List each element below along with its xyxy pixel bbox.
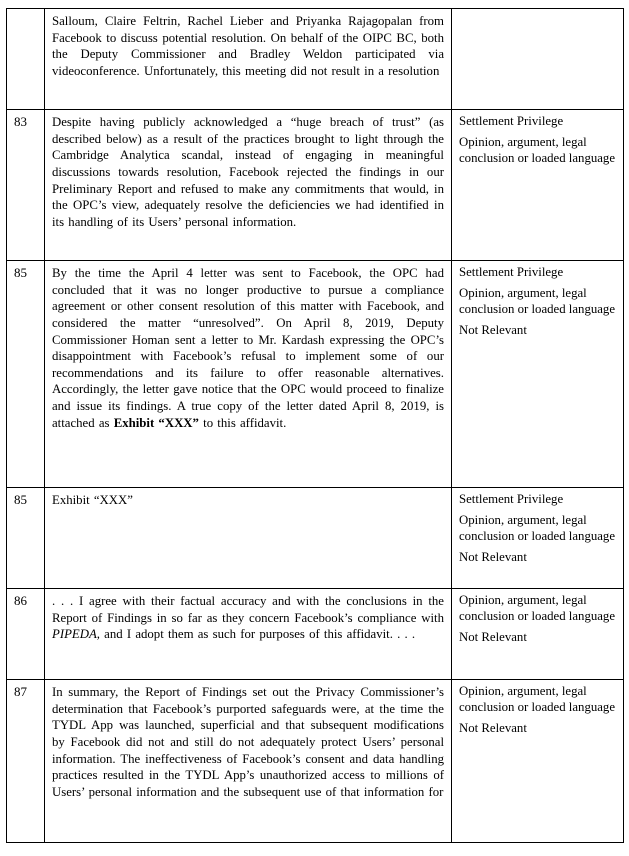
paragraph-text-cell [45, 488, 452, 589]
objection-label: Not Relevant [459, 322, 527, 337]
paragraph-number-cell: 85 [7, 488, 45, 589]
paragraph-number-cell: 86 [7, 589, 45, 680]
paragraph-text-cell [45, 589, 452, 680]
objection-label: Settlement Privilege [459, 492, 564, 506]
objections-cell [452, 261, 624, 488]
text-segment: Salloum, Claire Feltrin, Rachel Lieber and Priyanka Rajagopalan from Facebook to discuss potential resolution. On behalf of the OIPC BC, both the Deputy Commissioner and Bradley Weldon participated via videoconference. Unfortunately, this meeting did not result in a resolution [52, 14, 444, 78]
table-body [7, 9, 624, 843]
text-segment: to this affidavit. [198, 415, 287, 430]
paragraph-text [52, 265, 444, 431]
paragraph-text [52, 13, 444, 80]
objection-label: Not Relevant [459, 629, 527, 644]
affidavit-objections-table [6, 8, 624, 843]
paragraph-number-cell: 85 [7, 261, 45, 488]
objection-label: Settlement Privilege [459, 265, 564, 279]
text-segment: . . . I agree with their factual accuracy and with the conclusions in the Report of Findings in so far as they concern Facebook’s compliance with [52, 594, 444, 625]
objections-cell [452, 589, 624, 680]
objections-cell [452, 680, 624, 843]
paragraph-number-cell: 87 [7, 680, 45, 843]
text-segment: Despite having publicly acknowledged a “huge breach of trust” (as described below) as a result of the practices brought to light through the Cambridge Analytica scandal, instead of engaging in meaningful discussions towards resolution, Facebook rejected the findings in our Preliminary Report and refused to make any commitments that would, in the OPC’s view, adequately resolve the deficiencies we had identified in its handling of its Users’ personal information. [52, 115, 444, 229]
objection-label: Settlement Privilege [459, 114, 564, 128]
table-row [7, 680, 624, 843]
paragraph-text-cell [45, 680, 452, 843]
text-segment: PIPEDA, [52, 627, 100, 642]
paragraph-text-cell [45, 261, 452, 488]
text-segment: and I adopt them as such for purposes of this affidavit. . . . [99, 627, 416, 642]
paragraph-text [52, 492, 444, 509]
paragraph-text [52, 114, 444, 230]
paragraph-text [52, 684, 444, 800]
objection-label: Opinion, argument, legal conclusion or loaded language [459, 512, 615, 543]
text-segment: Exhibit “XXX” [52, 493, 133, 507]
paragraph-number-cell: 83 [7, 110, 45, 261]
text-segment: Exhibit “XXX” [113, 415, 199, 430]
objections-cell [452, 110, 624, 261]
objection-label: Not Relevant [459, 549, 527, 564]
text-segment: In summary, the Report of Findings set out the Privacy Commissioner’s determination that Facebook’s purported safeguards were, at the time the TYDL App was launched, superficial and that subsequent modifications by Facebook did not and still do not adequately protect Users’ personal information. The ineffectiveness of Facebook’s consent and data handling practices resulted in the TYDL App’s unauthorized access to millions of Users’ personal information and the subsequent use of that information for [52, 685, 444, 799]
objection-label: Not Relevant [459, 720, 527, 735]
objection-label: Opinion, argument, legal conclusion or loaded language [459, 134, 615, 165]
table-row [7, 261, 624, 488]
table-row [7, 589, 624, 680]
objection-label: Opinion, argument, legal conclusion or loaded language [459, 285, 615, 316]
table-row [7, 488, 624, 589]
paragraph-number-cell [7, 9, 45, 110]
objections-cell [452, 9, 624, 110]
table-row [7, 110, 624, 261]
text-segment: By the time the April 4 letter was sent to Facebook, the OPC had concluded that it was no longer productive to pursue a compliance agreement or other consent resolution of this matter with Facebook, and considered the matter “unresolved”. On April 8, 2019, Deputy Commissioner Homan sent a letter to Mr. Kardash expressing the OPC’s disappointment with Facebook’s refusal to implement some of our recommendations and its failure to offer reasonable alternatives. Accordingly, the letter gave notice that the OPC would proceed to finalize and issue its findings. A true copy of the letter dated April 8, 2019, is attached as [52, 266, 444, 430]
objections-cell [452, 488, 624, 589]
paragraph-text-cell [45, 9, 452, 110]
objection-label: Opinion, argument, legal conclusion or loaded language [459, 684, 615, 714]
objection-label: Opinion, argument, legal conclusion or loaded language [459, 593, 615, 623]
table-row [7, 9, 624, 110]
paragraph-text-cell [45, 110, 452, 261]
paragraph-text [52, 593, 444, 643]
